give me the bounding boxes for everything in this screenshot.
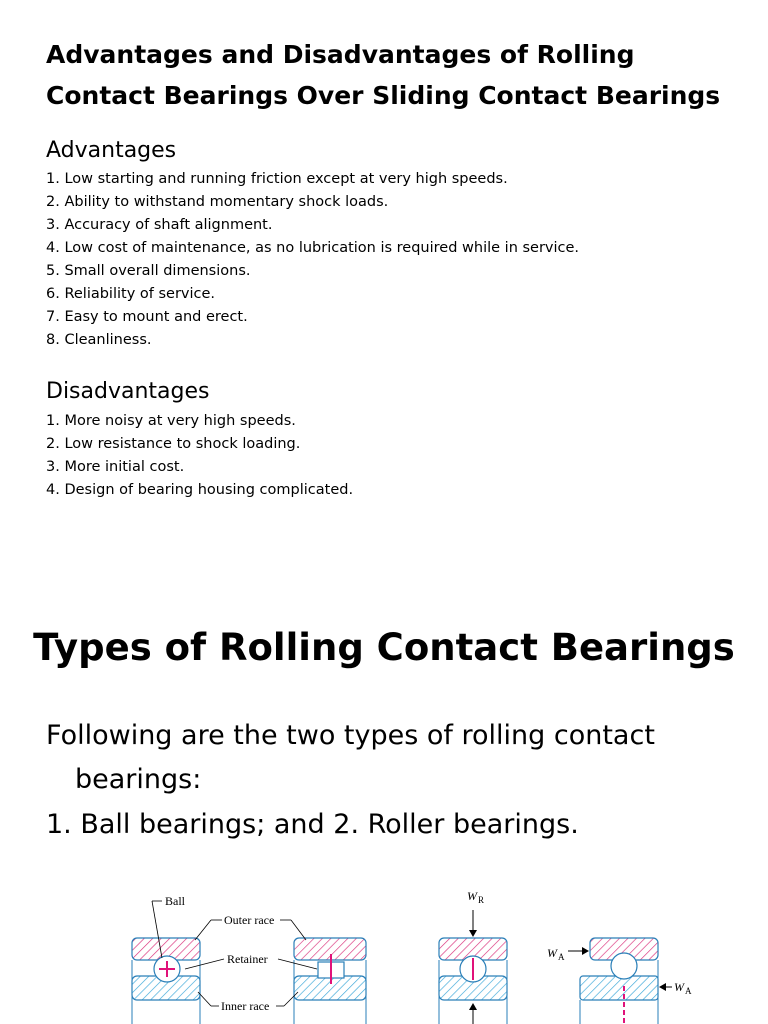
- advantage-item: 2. Ability to withstand momentary shock loads.: [46, 194, 389, 210]
- wr-sub: R: [478, 895, 485, 905]
- bearing-diagram: [0, 870, 768, 1024]
- bearing2-radial: [439, 889, 507, 1024]
- advantages-heading: Advantages: [46, 138, 177, 163]
- disadvantages-list: [46, 410, 353, 502]
- disadvantage-item: 2. Low resistance to shock loading.: [46, 436, 301, 452]
- disadvantages-heading: Disadvantages: [46, 379, 210, 404]
- advantage-item: 8. Cleanliness.: [46, 332, 152, 348]
- bearing1-right-section: [294, 938, 366, 1024]
- outer-race-label: Outer race: [224, 913, 275, 927]
- advantage-item: 4. Low cost of maintenance, as no lubrication is required while in service.: [46, 240, 580, 256]
- wa-left-sub: A: [558, 952, 565, 962]
- wa-left-label: W: [547, 946, 557, 960]
- disadvantage-item: 4. Design of bearing housing complicated.: [46, 482, 354, 498]
- advantage-item: 7. Easy to mount and erect.: [46, 309, 248, 325]
- disadvantage-item: 3. More initial cost.: [46, 459, 185, 475]
- slide1-title-line1: Advantages and Disadvantages of Rolling: [46, 40, 635, 69]
- slide1-title: [46, 34, 746, 116]
- wa-right-sub: A: [685, 986, 692, 996]
- slide2-types-line: 1. Ball bearings; and 2. Roller bearings.: [46, 809, 579, 840]
- advantage-item: 5. Small overall dimensions.: [46, 263, 251, 279]
- slide1-title-line2: Contact Bearings Over Sliding Contact Bearings: [46, 81, 721, 110]
- disadvantage-item: 1. More noisy at very high speeds.: [46, 413, 296, 429]
- slide2-intro: Following are the two types of rolling contact bearings:: [46, 720, 655, 795]
- ball-label: Ball: [165, 894, 185, 908]
- slide2-title: Types of Rolling Contact Bearings: [33, 626, 735, 669]
- bearing3-axial: [547, 938, 692, 1024]
- bearing1-left-section: [132, 938, 200, 1024]
- advantage-item: 3. Accuracy of shaft alignment.: [46, 217, 273, 233]
- advantages-list: [46, 168, 579, 352]
- wa-right-label: W: [674, 980, 684, 994]
- wr-label: W: [467, 889, 477, 903]
- retainer-label: Retainer: [227, 952, 268, 966]
- inner-race-label: Inner race: [221, 999, 270, 1013]
- advantage-item: 6. Reliability of service.: [46, 286, 216, 302]
- advantage-item: 1. Low starting and running friction except at very high speeds.: [46, 171, 508, 187]
